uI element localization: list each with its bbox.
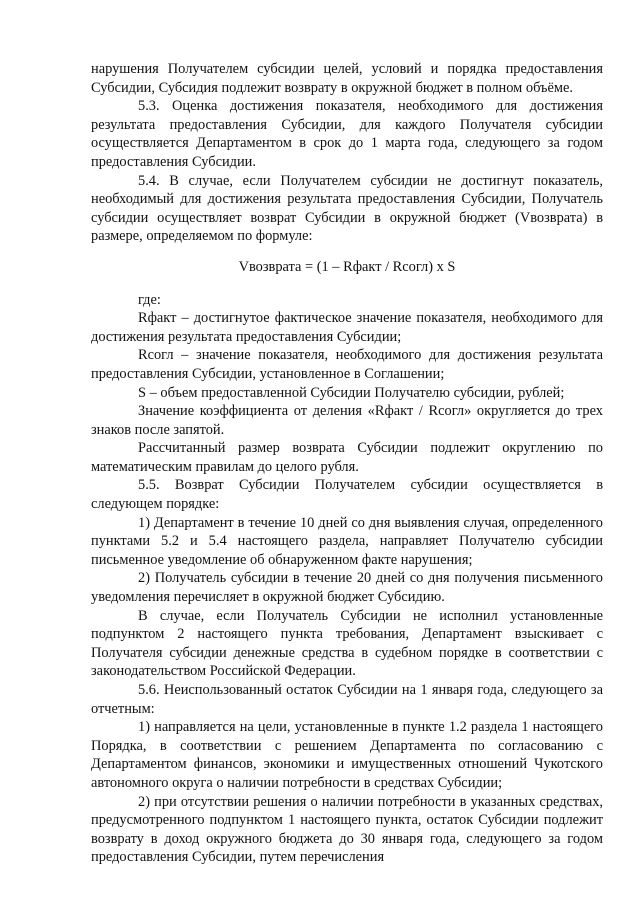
paragraph-5-5: 5.5. Возврат Субсидии Получателем субсидии осуществляется в следующем порядке: (91, 477, 603, 513)
paragraph-rfact: Rфакт – достигнутое фактическое значение показателя, необходимого для достижения результата предоставления Субсидии; (91, 310, 603, 345)
paragraph-5-4: 5.4. В случае, если Получателем субсидии не достигнут показатель, необходимый для достижения результата предоставления Субсидии, Получатель субсидии осуществляет возврат Субсидии в окружной бюджет (Vвозврата) в размере, определяемом по формуле: (91, 172, 603, 245)
paragraph-5-5-item-1: 1) Департамент в течение 10 дней со дня выявления случая, определенного пунктами 5.2 и 5.4 настоящего раздела, направляет Получателю субсидии письменное уведомление об обнаруженном факте нарушения; (91, 514, 603, 568)
paragraph-coefficient: Значение коэффициента от деления «Rфакт / Rсогл» округляется до трех знаков после запятой. (91, 403, 603, 438)
paragraph-5-6-item-1: 1) направляется на цели, установленные в пункте 1.2 раздела 1 настоящего Порядка, в соответствии с решением Департамента по согласованию с Департаментом финансов, экономики и имущественных отношений Чукотского автономного округа о наличии потребности в средствах Субсидии; (91, 719, 603, 791)
paragraph-5-6-item-2: 2) при отсутствии решения о наличии потребности в указанных средствах, предусмотренного подпунктом 1 настоящего пункта, остаток Субсидии подлежит возврату в доход окружного бюджета до 30 января года, следующего за годом предоставления Субсидии, путем перечисления (91, 793, 603, 866)
paragraph-s: S – объем предоставленной Субсидии Получателю субсидии, рублей; (138, 384, 565, 401)
paragraph-continuation: нарушения Получателем субсидии целей, условий и порядка предоставления Субсидии, Субсидия подлежит возврату в окружной бюджет в полном объёме. (91, 61, 603, 96)
refund-formula: Vвозврата = (1 – Rфакт / Rсогл) х S (238, 258, 456, 275)
paragraph-5-6: 5.6. Неиспользованный остаток Субсидии на 1 января года, следующего за отчетным: (91, 682, 603, 717)
paragraph-court-recovery: В случае, если Получатель Субсидии не исполнил установленные подпунктом 2 настоящего пункта требования, Департамент взыскивает с Получателя субсидии денежные средства в судебном порядке в соответствии с законодательством Российской Федерации. (91, 607, 603, 680)
paragraph-5-5-item-2: 2) Получатель субсидии в течение 20 дней со дня получения письменного уведомления перечисляет в окружной бюджет Субсидию. (91, 570, 603, 606)
paragraph-where: где: (138, 291, 161, 308)
paragraph-5-3: 5.3. Оценка достижения показателя, необходимого для достижения результата предоставления Субсидии, для каждого Получателя субсидии осуществляется Департаментом в срок до 1 марта года, следующего за годом предоставления Субсидии. (91, 98, 603, 170)
paragraph-rounding: Рассчитанный размер возврата Субсидии подлежит округлению по математическим правилам до целого рубля. (91, 440, 603, 475)
paragraph-rsogl: Rсогл – значение показателя, необходимого для достижения результата предоставления Субсидии, установленное в Соглашении; (91, 347, 603, 382)
